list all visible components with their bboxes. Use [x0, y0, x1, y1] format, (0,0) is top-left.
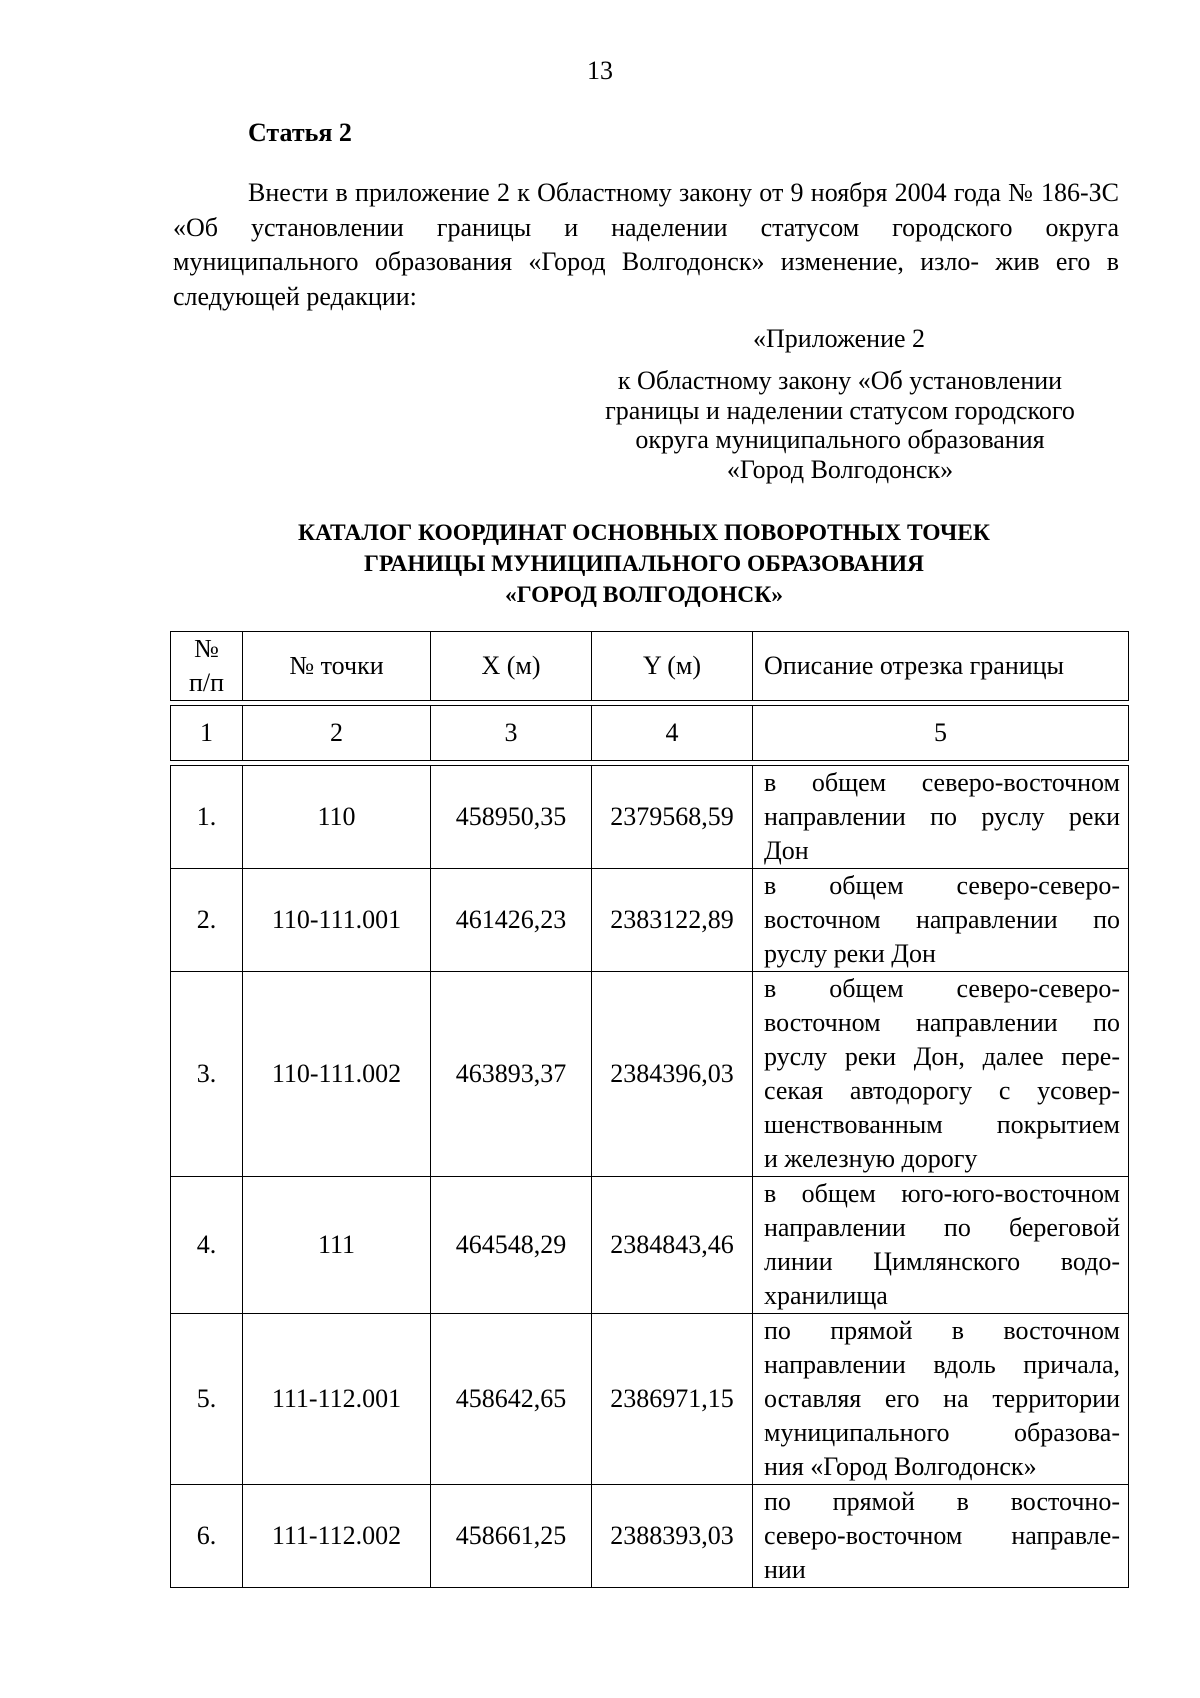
row-description: в общем северо-восточном направлении по руслу реки Дон	[753, 766, 1129, 869]
row-point: 111	[243, 1177, 431, 1314]
row-y: 2388393,03	[592, 1485, 753, 1588]
row-point: 110	[243, 766, 431, 869]
column-number: 4	[592, 706, 753, 761]
column-number: 5	[753, 706, 1129, 761]
row-description: в общем юго-юго-восточном направлении по береговой линии Цимлянского водо- хранилища	[753, 1177, 1129, 1314]
row-num: 6.	[171, 1485, 243, 1588]
row-description: в общем северо-северо- восточном направлении по руслу реки Дон	[753, 869, 1129, 972]
row-y: 2383122,89	[592, 869, 753, 972]
row-x: 461426,23	[431, 869, 592, 972]
row-y: 2384396,03	[592, 972, 753, 1177]
header-num: № п/п	[171, 632, 243, 701]
table-row	[171, 972, 1129, 1177]
intro-line: округа муниципального образования «Город Волгодонск» изменение, изло-	[173, 212, 1119, 276]
row-y: 2384843,46	[592, 1177, 753, 1314]
intro-line: № 186-ЗС «Об установлении границы и наделении статусом городского	[173, 178, 1119, 242]
row-point: 111-112.001	[243, 1314, 431, 1485]
row-x: 464548,29	[431, 1177, 592, 1314]
row-point: 110-111.001	[243, 869, 431, 972]
header-description: Описание отрезка границы	[753, 632, 1129, 701]
row-y: 2386971,15	[592, 1314, 753, 1485]
intro-line: Внести в приложение 2 к Областному закону от 9 ноября 2004 года	[248, 178, 1001, 207]
table-row	[171, 1485, 1129, 1588]
appendix-title: «Приложение 2	[753, 324, 926, 353]
column-number-row	[171, 706, 1129, 761]
page-number: 13	[587, 56, 613, 85]
catalog-title-line: КАТАЛОГ КООРДИНАТ ОСНОВНЫХ ПОВОРОТНЫХ ТОЧЕК	[298, 520, 990, 546]
catalog-title-line: ГРАНИЦЫ МУНИЦИПАЛЬНОГО ОБРАЗОВАНИЯ	[364, 551, 924, 577]
table-row	[171, 869, 1129, 972]
appendix-reference	[560, 366, 1120, 484]
catalog-title	[0, 518, 1200, 611]
appendix-line: округа муниципального образования	[635, 425, 1045, 454]
row-x: 458661,25	[431, 1485, 592, 1588]
table-header-row	[171, 632, 1129, 701]
column-number: 1	[171, 706, 243, 761]
table-row	[171, 1314, 1129, 1485]
coordinates-table	[170, 631, 1129, 1588]
row-point: 111-112.002	[243, 1485, 431, 1588]
row-description: по прямой в восточно- северо-восточном направле- нии	[753, 1485, 1129, 1588]
row-num: 2.	[171, 869, 243, 972]
table-row	[171, 1177, 1129, 1314]
catalog-title-line: «ГОРОД ВОЛГОДОНСК»	[504, 582, 784, 608]
article-title: Статья 2	[248, 118, 352, 147]
intro-line: жив его в следующей редакции:	[173, 247, 1120, 311]
row-num: 5.	[171, 1314, 243, 1485]
row-num: 3.	[171, 972, 243, 1177]
row-description: по прямой в восточном направлении вдоль причала, оставляя его на территории муниципального образова- ния «Город Волгодонск»	[753, 1314, 1129, 1485]
row-x: 458642,65	[431, 1314, 592, 1485]
appendix-line: границы и наделении статусом городского	[605, 395, 1075, 425]
column-number: 2	[243, 706, 431, 761]
header-point: № точки	[243, 632, 431, 701]
row-x: 463893,37	[431, 972, 592, 1177]
row-point: 110-111.002	[243, 972, 431, 1177]
header-x: X (м)	[431, 632, 592, 701]
row-x: 458950,35	[431, 766, 592, 869]
row-description: в общем северо-северо- восточном направлении по руслу реки Дон, далее пере- секая автодорогу с усовер- шенствованным покрытием и железную дорогу	[753, 972, 1129, 1177]
column-number: 3	[431, 706, 592, 761]
row-num: 1.	[171, 766, 243, 869]
appendix-line: к Областному закону «Об установлении	[617, 366, 1063, 395]
appendix-line: «Город Волгодонск»	[726, 454, 954, 484]
row-num: 4.	[171, 1177, 243, 1314]
intro-paragraph	[173, 176, 1119, 314]
header-y: Y (м)	[592, 632, 753, 701]
table-row	[171, 766, 1129, 869]
row-y: 2379568,59	[592, 766, 753, 869]
